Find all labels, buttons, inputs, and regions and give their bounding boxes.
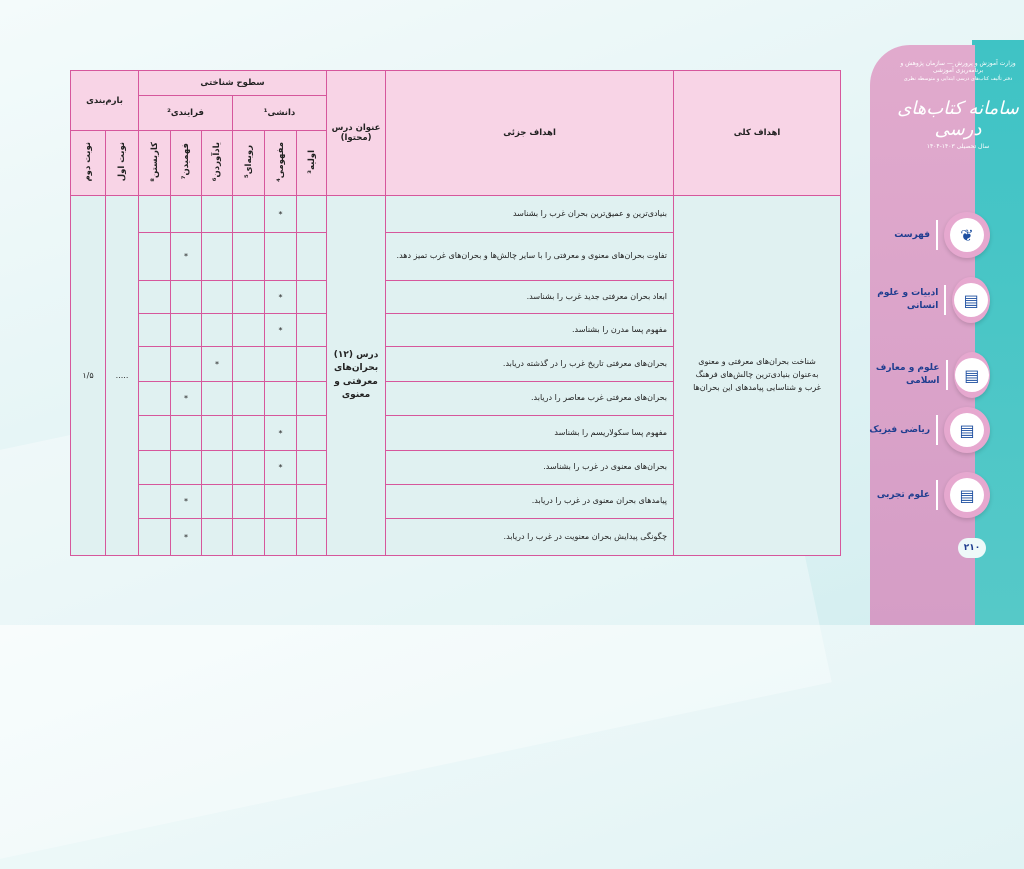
empty-cell xyxy=(171,196,202,233)
empty-cell xyxy=(297,196,327,233)
level-mark: * xyxy=(171,519,202,556)
header-knowledge: دانشی¹ xyxy=(233,96,327,131)
empty-cell xyxy=(297,281,327,314)
empty-cell xyxy=(139,382,171,416)
leaf-icon: ❦ xyxy=(950,218,984,252)
empty-cell xyxy=(139,233,171,281)
logo-ministry-text: وزارت آموزش و پرورش — سازمان پژوهش و برنامه‌ریزی آموزشی xyxy=(900,60,1016,74)
header-label: نوبت اول xyxy=(117,141,127,182)
empty-cell xyxy=(171,416,202,451)
partial-goal: بحران‌های معرفتی تاریخ غرب را در گذشته دریابد. xyxy=(386,347,674,382)
empty-cell xyxy=(233,347,265,382)
nav-button-circle[interactable] xyxy=(944,407,990,453)
empty-cell xyxy=(265,382,297,416)
lesson-title: درس (۱۲) بحران‌های معرفتی و معنوی xyxy=(327,196,386,556)
empty-cell xyxy=(265,519,297,556)
level-mark: * xyxy=(171,233,202,281)
empty-cell xyxy=(139,196,171,233)
empty-cell xyxy=(233,485,265,519)
partial-goal: بحران‌های معنوی در غرب را بشناسد. xyxy=(386,451,674,485)
empty-cell xyxy=(233,519,265,556)
nav-math-physics[interactable] xyxy=(860,400,990,460)
header-label: یادآوردن⁶ xyxy=(212,141,223,182)
empty-cell xyxy=(139,451,171,485)
level-mark: * xyxy=(265,451,297,485)
empty-cell xyxy=(265,347,297,382)
header-second-term xyxy=(71,131,106,196)
empty-cell xyxy=(202,451,233,485)
partial-goal: مفهوم پسا مدرن را بشناسد. xyxy=(386,314,674,347)
document-icon: ▤ xyxy=(950,478,984,512)
empty-cell xyxy=(139,281,171,314)
header-process: فرایندی² xyxy=(139,96,233,131)
objectives-table xyxy=(70,70,841,556)
header-label: کاربستن⁸ xyxy=(149,141,160,182)
empty-cell xyxy=(297,485,327,519)
empty-cell xyxy=(139,416,171,451)
header-conceptual xyxy=(265,131,297,196)
partial-goal: چگونگی پیدایش بحران معنویت در غرب را دریابد. xyxy=(386,519,674,556)
partial-goal: بحران‌های معرفتی غرب معاصر را دریابد. xyxy=(386,382,674,416)
empty-cell xyxy=(265,233,297,281)
empty-cell xyxy=(139,485,171,519)
header-label: نوبت دوم xyxy=(83,141,93,182)
nav-islamic-studies[interactable] xyxy=(860,345,990,405)
nav-humanities[interactable] xyxy=(860,270,990,330)
header-understand xyxy=(171,131,202,196)
empty-cell xyxy=(139,347,171,382)
score-first-term: ..... xyxy=(106,196,139,556)
level-mark: * xyxy=(202,347,233,382)
document-icon: ▤ xyxy=(950,413,984,447)
table-row xyxy=(71,196,841,233)
empty-cell xyxy=(202,314,233,347)
empty-cell xyxy=(297,347,327,382)
logo xyxy=(896,60,1020,150)
empty-cell xyxy=(233,382,265,416)
level-mark: * xyxy=(171,382,202,416)
empty-cell xyxy=(139,314,171,347)
header-first-term xyxy=(106,131,139,196)
empty-cell xyxy=(297,416,327,451)
nav-experimental-sciences[interactable] xyxy=(860,465,990,525)
empty-cell xyxy=(202,519,233,556)
nav-label: ادبیات و علوم انسانی xyxy=(860,285,946,315)
header-factual xyxy=(297,131,327,196)
nav-button-circle[interactable] xyxy=(944,212,990,258)
empty-cell xyxy=(233,416,265,451)
page-number: ۲۱۰ xyxy=(958,538,986,558)
logo-title: سامانه کتاب‌های درسی xyxy=(897,98,1019,140)
nav-button-circle[interactable] xyxy=(954,352,991,398)
empty-cell xyxy=(171,314,202,347)
empty-cell xyxy=(297,233,327,281)
empty-cell xyxy=(265,485,297,519)
header-label: رویه‌ای⁵ xyxy=(243,145,254,178)
header-lesson-title: عنوان درس (محتوا) xyxy=(327,71,386,196)
empty-cell xyxy=(171,347,202,382)
partial-goal: تفاوت بحران‌های معنوی و معرفتی را با سایر چالش‌ها و بحران‌های غرب تمیز دهد. xyxy=(386,233,674,281)
nav-label: ریاضی فیزیک xyxy=(869,415,938,445)
empty-cell xyxy=(233,314,265,347)
nav-label: علوم تجربی xyxy=(877,480,938,510)
level-mark: * xyxy=(265,196,297,233)
empty-cell xyxy=(202,382,233,416)
header-apply xyxy=(139,131,171,196)
nav-button-circle[interactable] xyxy=(944,472,990,518)
header-cognitive-levels: سطوح شناختی xyxy=(139,71,327,96)
empty-cell xyxy=(297,519,327,556)
empty-cell xyxy=(202,416,233,451)
score-second-term: ۱/۵ xyxy=(71,196,106,556)
partial-goal: مفهوم پسا سکولاریسم را بشناسد xyxy=(386,416,674,451)
level-mark: * xyxy=(265,281,297,314)
header-procedural xyxy=(233,131,265,196)
empty-cell xyxy=(202,233,233,281)
overall-goal: شناخت بحران‌های معرفتی و معنوی به‌عنوان بنیادی‌ترین چالش‌های فرهنگ غرب و شناسایی پیامدهای این بحران‌ها xyxy=(674,196,841,556)
level-mark: * xyxy=(171,485,202,519)
empty-cell xyxy=(297,382,327,416)
empty-cell xyxy=(171,281,202,314)
empty-cell xyxy=(171,451,202,485)
nav-label: فهرست xyxy=(894,220,938,250)
empty-cell xyxy=(202,485,233,519)
header-scoring: بارم‌بندی xyxy=(71,71,139,131)
level-mark: * xyxy=(265,416,297,451)
empty-cell xyxy=(297,314,327,347)
empty-cell xyxy=(233,233,265,281)
empty-cell xyxy=(233,281,265,314)
level-mark: * xyxy=(265,314,297,347)
logo-subtitle: دفتر تألیف کتاب‌های درسی ابتدایی و متوسطه نظری xyxy=(903,76,1013,82)
empty-cell xyxy=(297,451,327,485)
empty-cell xyxy=(139,519,171,556)
partial-goal: پیامدهای بحران معنوی در غرب را دریابد. xyxy=(386,485,674,519)
nav-button-circle[interactable] xyxy=(952,277,990,323)
empty-cell xyxy=(233,196,265,233)
empty-cell xyxy=(202,281,233,314)
partial-goal: ابعاد بحران معرفتی جدید غرب را بشناسد. xyxy=(386,281,674,314)
academic-year: سال تحصیلی ۱۴۰۳-۱۴۰۴ xyxy=(926,143,990,150)
empty-cell xyxy=(233,451,265,485)
header-label: مفهومی⁴ xyxy=(275,141,286,182)
nav-contents[interactable] xyxy=(860,205,990,265)
header-label: اولیه³ xyxy=(306,149,317,174)
nav-label: علوم و معارف اسلامی xyxy=(860,360,948,390)
empty-cell xyxy=(202,196,233,233)
document-icon: ▤ xyxy=(955,358,989,392)
header-overall-goals: اهداف کلی xyxy=(674,71,841,196)
header-remember xyxy=(202,131,233,196)
partial-goal: بنیادی‌ترین و عمیق‌ترین بحران غرب را بشناسد xyxy=(386,196,674,233)
header-label: فهمیدن⁷ xyxy=(181,143,192,180)
document-icon: ▤ xyxy=(954,283,988,317)
header-partial-goals: اهداف جزئی xyxy=(386,71,674,196)
